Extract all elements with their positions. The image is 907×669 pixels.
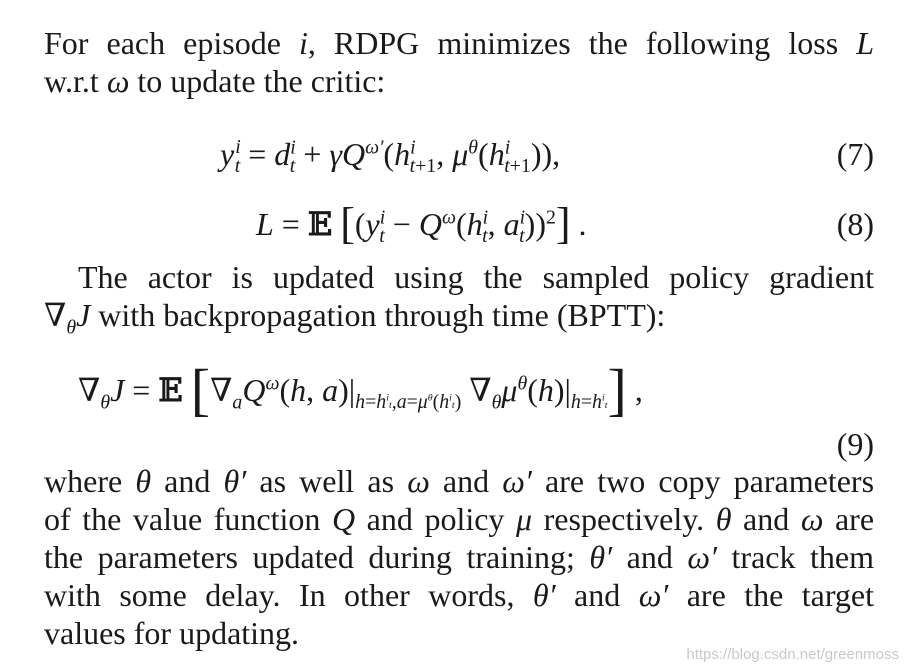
equation-9-number: (9) [836, 426, 874, 462]
paragraph-1-line-2 [44, 62, 874, 100]
text: , RDPG minimizes the following loss [307, 25, 857, 61]
equation-7-number: (7) [836, 136, 874, 172]
math-var: ω [106, 63, 130, 99]
paragraph-3-line-2: of the value function Q and policy μ respectively. θ and ω are [44, 501, 875, 537]
text: with backpropagation through time (BPTT): [90, 297, 666, 333]
paragraph-1-line-1 [44, 24, 874, 62]
paragraph-3-line-5: values for updating. [44, 615, 300, 651]
equation-9: $\nabla_\theta J$ = 𝔼 [$\nabla_aQ^\omega(h$, $a)|_{h=h^it,a=\mu^\theta(h^it)}$ $\nabla_\theta\mu^\theta(h)|_{h=h^it}$] , [78, 357, 643, 422]
paragraph-2-line-2: $\nabla_\theta J$ with backpropagation through time (BPTT): [44, 297, 666, 339]
text: For each episode [44, 25, 299, 61]
equation-8-number: (8) [836, 206, 874, 242]
paragraph-3-line-1: where θ and θ′ as well as ω and ω′ are two copy parameters [44, 463, 875, 499]
math-var: i [298, 25, 308, 61]
equation-7: $y^i_t = d^i_t + \gamma Q^{\omega'}(h^i_{t+1}$, $\mu^\theta(h^i_{t+1})$), [220, 136, 561, 178]
equation-8: L = 𝔼 [($y^i_t - Q^\omega(h^i_t$, $a^i_t))^2$] . [256, 199, 587, 248]
text: w.r.t [44, 63, 107, 99]
math-var: L [856, 25, 875, 61]
watermark: https://blog.csdn.net/greenmoss [686, 646, 899, 663]
text: to update the critic: [129, 63, 386, 99]
paragraph-3-line-3: the parameters updated during training; θ′ and ω′ track them [44, 539, 875, 575]
paragraph-2-line-1: The actor is updated using the sampled policy gradient [78, 259, 874, 295]
paragraph-3-line-4: with some delay. In other words, θ′ and ω′ are the target [44, 577, 875, 613]
